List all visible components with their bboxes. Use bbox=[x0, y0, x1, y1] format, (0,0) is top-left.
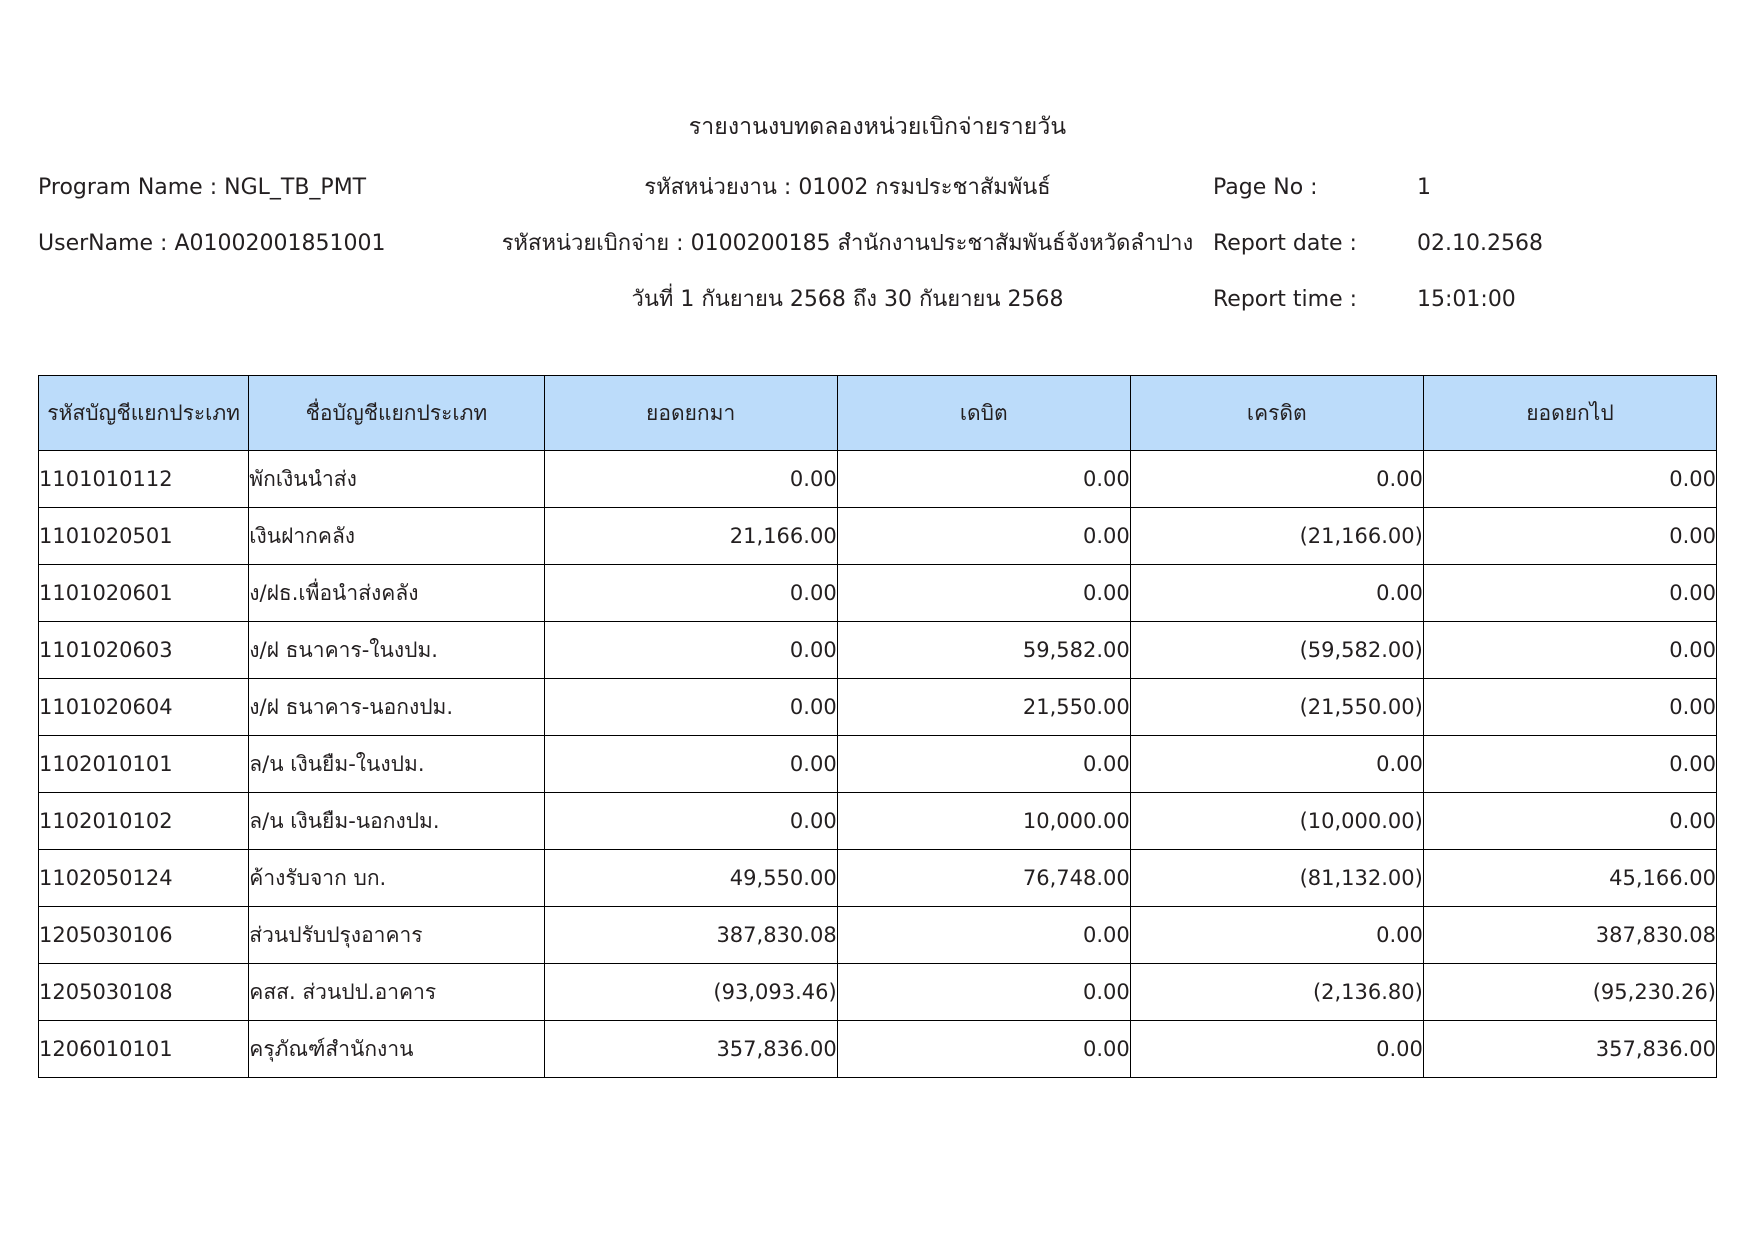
table-body bbox=[39, 451, 1717, 1078]
period-line: วันที่ 1 กันยายน 2568 ถึง 30 กันยายน 2568 bbox=[631, 287, 1064, 312]
cell-opening-balance: (93,093.46) bbox=[544, 964, 837, 1021]
meta-row-1 bbox=[0, 169, 1755, 225]
cell-opening-balance: 387,830.08 bbox=[544, 907, 837, 964]
disbursing-unit-line: รหัสหน่วยเบิกจ่าย : 0100200185 สำนักงานประชาสัมพันธ์จังหวัดลำปาง bbox=[501, 231, 1194, 256]
cell-credit: (59,582.00) bbox=[1130, 622, 1423, 679]
cell-account-code: 1101020604 bbox=[39, 679, 249, 736]
table-row bbox=[39, 679, 1717, 736]
cell-account-code: 1102050124 bbox=[39, 850, 249, 907]
cell-account-code: 1101020501 bbox=[39, 508, 249, 565]
page-no-field bbox=[1195, 175, 1755, 200]
cell-credit: 0.00 bbox=[1130, 451, 1423, 508]
column-header-credit: เครดิต bbox=[1130, 376, 1423, 451]
cell-opening-balance: 0.00 bbox=[544, 793, 837, 850]
report-date-field bbox=[1195, 231, 1755, 256]
cell-debit: 76,748.00 bbox=[837, 850, 1130, 907]
report-time-value: 15:01:00 bbox=[1417, 287, 1516, 312]
cell-credit: (81,132.00) bbox=[1130, 850, 1423, 907]
page-title: รายงานงบทดลองหน่วยเบิกจ่ายรายวัน bbox=[688, 114, 1067, 140]
table-row bbox=[39, 850, 1717, 907]
cell-credit: (2,136.80) bbox=[1130, 964, 1423, 1021]
column-header-debit: เดบิต bbox=[837, 376, 1130, 451]
cell-account-name: ค้างรับจาก บก. bbox=[249, 850, 544, 907]
cell-account-name: ล/น เงินยืม-นอกงปม. bbox=[249, 793, 544, 850]
cell-opening-balance: 0.00 bbox=[544, 565, 837, 622]
cell-closing-balance: 0.00 bbox=[1423, 793, 1716, 850]
cell-opening-balance: 0.00 bbox=[544, 451, 837, 508]
program-name-value: NGL_TB_PMT bbox=[224, 175, 367, 200]
cell-opening-balance: 0.00 bbox=[544, 622, 837, 679]
meta-row-3 bbox=[0, 281, 1755, 337]
column-header-account-name: ชื่อบัญชีแยกประเภท bbox=[249, 376, 544, 451]
table-row bbox=[39, 907, 1717, 964]
username-value: A01002001851001 bbox=[174, 231, 386, 256]
cell-closing-balance: (95,230.26) bbox=[1423, 964, 1716, 1021]
report-date-label: Report date : bbox=[1213, 231, 1357, 256]
cell-debit: 0.00 bbox=[837, 508, 1130, 565]
cell-opening-balance: 357,836.00 bbox=[544, 1021, 837, 1078]
column-header-closing-balance: ยอดยกไป bbox=[1423, 376, 1716, 451]
trial-balance-table-wrapper bbox=[0, 375, 1755, 1078]
program-name-label: Program Name : bbox=[38, 175, 218, 200]
report-date-value: 02.10.2568 bbox=[1417, 231, 1543, 256]
cell-debit: 0.00 bbox=[837, 964, 1130, 1021]
cell-account-code: 1102010102 bbox=[39, 793, 249, 850]
cell-account-code: 1101020603 bbox=[39, 622, 249, 679]
cell-opening-balance: 0.00 bbox=[544, 679, 837, 736]
cell-debit: 0.00 bbox=[837, 907, 1130, 964]
table-header-row bbox=[39, 376, 1717, 451]
cell-account-code: 1205030108 bbox=[39, 964, 249, 1021]
meta-row-2 bbox=[0, 225, 1755, 281]
username-label: UserName : bbox=[38, 231, 168, 256]
cell-closing-balance: 0.00 bbox=[1423, 508, 1716, 565]
cell-credit: 0.00 bbox=[1130, 736, 1423, 793]
cell-account-name: ครุภัณฑ์สำนักงาน bbox=[249, 1021, 544, 1078]
trial-balance-table bbox=[38, 375, 1717, 1078]
cell-account-name: พักเงินนำส่ง bbox=[249, 451, 544, 508]
report-time-label: Report time : bbox=[1213, 287, 1358, 312]
agency-line: รหัสหน่วยงาน : 01002 กรมประชาสัมพันธ์ bbox=[644, 175, 1051, 200]
cell-account-name: ง/ฝ ธนาคาร-ในงปม. bbox=[249, 622, 544, 679]
cell-closing-balance: 0.00 bbox=[1423, 622, 1716, 679]
table-row bbox=[39, 622, 1717, 679]
cell-account-name: ง/ฝ ธนาคาร-นอกงปม. bbox=[249, 679, 544, 736]
cell-closing-balance: 387,830.08 bbox=[1423, 907, 1716, 964]
cell-account-code: 1102010101 bbox=[39, 736, 249, 793]
cell-debit: 21,550.00 bbox=[837, 679, 1130, 736]
page-no-label: Page No : bbox=[1213, 175, 1318, 200]
table-row bbox=[39, 508, 1717, 565]
cell-account-code: 1205030106 bbox=[39, 907, 249, 964]
table-row bbox=[39, 964, 1717, 1021]
username-field bbox=[0, 231, 500, 256]
table-row bbox=[39, 793, 1717, 850]
cell-credit: (21,550.00) bbox=[1130, 679, 1423, 736]
table-row bbox=[39, 451, 1717, 508]
cell-closing-balance: 0.00 bbox=[1423, 736, 1716, 793]
cell-account-code: 1101020601 bbox=[39, 565, 249, 622]
cell-closing-balance: 357,836.00 bbox=[1423, 1021, 1716, 1078]
column-header-account-code: รหัสบัญชีแยกประเภท bbox=[39, 376, 249, 451]
cell-credit: 0.00 bbox=[1130, 1021, 1423, 1078]
cell-account-name: ส่วนปรับปรุงอาคาร bbox=[249, 907, 544, 964]
table-row bbox=[39, 565, 1717, 622]
page-no-value: 1 bbox=[1417, 175, 1431, 200]
cell-credit: (10,000.00) bbox=[1130, 793, 1423, 850]
cell-closing-balance: 45,166.00 bbox=[1423, 850, 1716, 907]
cell-closing-balance: 0.00 bbox=[1423, 565, 1716, 622]
cell-account-name: ง/ฝธ.เพื่อนำส่งคลัง bbox=[249, 565, 544, 622]
cell-account-code: 1206010101 bbox=[39, 1021, 249, 1078]
cell-opening-balance: 0.00 bbox=[544, 736, 837, 793]
table-row bbox=[39, 1021, 1717, 1078]
cell-debit: 59,582.00 bbox=[837, 622, 1130, 679]
cell-closing-balance: 0.00 bbox=[1423, 451, 1716, 508]
cell-opening-balance: 21,166.00 bbox=[544, 508, 837, 565]
report-meta bbox=[0, 169, 1755, 329]
cell-credit: (21,166.00) bbox=[1130, 508, 1423, 565]
cell-debit: 0.00 bbox=[837, 736, 1130, 793]
cell-account-name: ล/น เงินยืม-ในงปม. bbox=[249, 736, 544, 793]
cell-debit: 0.00 bbox=[837, 451, 1130, 508]
table-row bbox=[39, 736, 1717, 793]
cell-account-code: 1101010112 bbox=[39, 451, 249, 508]
cell-opening-balance: 49,550.00 bbox=[544, 850, 837, 907]
cell-credit: 0.00 bbox=[1130, 565, 1423, 622]
table-header bbox=[39, 376, 1717, 451]
cell-account-name: เงินฝากคลัง bbox=[249, 508, 544, 565]
program-name-field bbox=[0, 175, 500, 200]
column-header-opening-balance: ยอดยกมา bbox=[544, 376, 837, 451]
cell-closing-balance: 0.00 bbox=[1423, 679, 1716, 736]
cell-debit: 0.00 bbox=[837, 565, 1130, 622]
cell-debit: 0.00 bbox=[837, 1021, 1130, 1078]
cell-credit: 0.00 bbox=[1130, 907, 1423, 964]
cell-debit: 10,000.00 bbox=[837, 793, 1130, 850]
cell-account-name: คสส. ส่วนปป.อาคาร bbox=[249, 964, 544, 1021]
report-time-field bbox=[1195, 287, 1755, 312]
